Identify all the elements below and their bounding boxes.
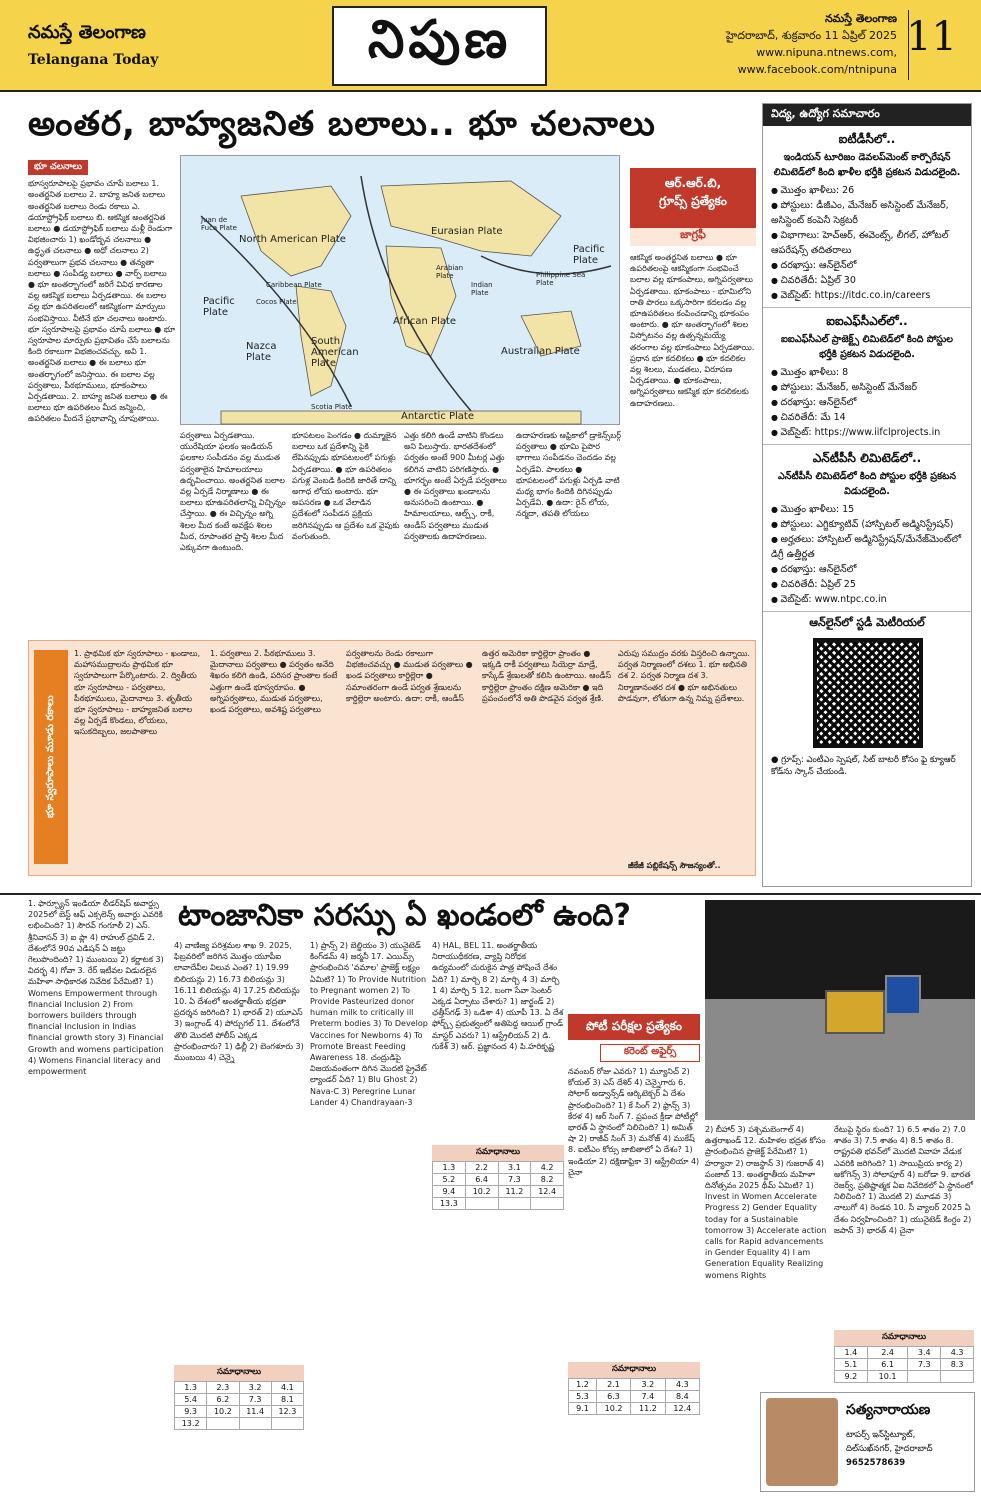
question-column-7: రేటుపై స్థిరం కుంది? 1) 6.5 శాతం 2) 7.0 శాతం 3) 7.5 శాతం 4) 8.5 శాతం 8. రాష్ట్రపతి భవన్‌లో మొదటి వివాహ వేడుక ఎవరికి జరిగింది? 1) సాయిప్రియ కార్య 2) అకోగెన్స్ 3) సోలాపూర్ 4) బరోడా 9. భారత రెజర్వ్, ప్రతిష్టాత్మక ఏఐ నివేదికలో ఏ స్థానంలో నిలిచింది? 1) మొదటి 2) మూడవ 3) నాలుగో 4) రెండవ 10. సీ వ్యాలర్ 2025 ఏ దేశం నిర్వహించింది? 1) యునైటెడ్ కింగ్డం 2) జపాన్ 3) భారత్ 4) చైనా [834,1125,973,1235]
solar-panel-icon [885,975,921,1015]
main-headline: అంతర, బాహ్యజనిత బలాలు.. భూ చలనాలు [28,104,656,144]
author-phone: 9652578639 [846,1458,906,1468]
nipuna-logo: నిపుణ [332,6,547,86]
label-philippine-sea-plate: Philippine Sea Plate [536,271,586,287]
answers-table-c [568,1362,700,1415]
answer-cell: 13.2 [175,1418,207,1430]
answers-grid [432,1161,564,1210]
left-column-text: భూస్వరూపాలపై ప్రభావం చూపే బలాలు 1. అంతర్జనిత బలాలు 2. బాహ్య జనిత బలాలు అంతర్జనిత బలాలు రెండు రకాలు ఎ. డయాస్ట్రోఫిక్ బలాలు బి. ఆకస్మిక అంతర్జనిత బలాలు ● డయాస్ట్రోఫిక్ బలాలు మళ్లీ రెండుగా విభజించారు 1) ఖండోద్భవ చలనాలు ● ఉద్ధృత చలనాలు ● అధో చలనాలు 2) పర్వతాలుగా ప్రభవ చలనాలు ● తన్యతా బలాలు ● సంపీడ్య బలాలు ● వార్ప్ బలాలు ● భూ అంతర్భాగంలో జరిగే వివిధ కారణాల వల్ల ఆకస్మిక బలాలు ఏర్పడతాయి. ఈ బలాల వల్ల భూ ఉపరితలంలో ఆకస్మికంగా మార్పులు సంభవిస్తాయి. వీటినే భూ చలనాలు అంటారు. భూ స్వరూపాలపై ప్రభావం చూపే బలాలు ● భూ స్వరూపాల మార్పుకు ప్రభావితం చేసే బలాలను కింది రకాలుగా విభజించవచ్చు. అవి 1. అంతర్జనిత బలాలు ● ఈ బలాలు భూ అంతర్భాగంలో జనిస్తాయి. ఈ బలాల వల్ల పర్వతాలు, పీఠభూములు, భూకంపాలు ఏర్పడతాయి. 2. బాహ్య జనిత బలాలు ● ఈ బలాలు భూ ఉపరితలం మీద జన్మించి, ఉపరితలం మీదనే ప్రభావాన్ని చూపుతాయి. [28,179,176,424]
qr-note: ● గ్రూప్స్: ఎంటీఎం స్పెషల్, సిట్ బాటరీ కోసం ఫై క్యూఆర్ కోడ్‌ను స్కాన్ చేయండి. [771,755,956,777]
answer-cell: 12.4 [531,1186,564,1198]
answer-cell: 10.1 [867,1371,908,1383]
question-column-5: నవంబర్ రోజు ఎవరు? 1) మ్యూనిచ్ 2) కోయల్ 3) ఎస్ దేశిర్ 4) చెన్నైగారు 6. సోలార్ అడ్వాన్స్‌డ్ ఆర్కిటెక్చర్ ఏ దేశం ప్రారంభించింది? 1) కే సింగ్ 2) ఫ్రాన్స్ 3) కేరళ 4) ఆర్ సింగ్ 7. ప్రపంచ క్రీడా పోటీల్లో భారత్ ఏ స్థానంలో నిలిచింది? 1) అమిత్ షా 2) రాజీవ్ సింగ్ 3) మనోజ్ 4) ముకేష్ 8. ఐటీఎం కోర్సు జాబితాలో ఏ దేశం? 1) ఇండియా 2) దక్షిణాఫ్రికా 3) ఆస్ట్రేలియా 4) చైనా [568,1067,700,1177]
label-australian-plate: Australian Plate [501,346,580,357]
label-antarctic-plate: Antarctic Plate [401,411,475,422]
tectonic-plates-map [180,155,620,425]
job-item: ● దరఖాస్తు: ఆన్‌లైన్‌లో [771,562,963,577]
question-column-1: 1. ఫార్చ్యూన్ ఇండియా లీడర్‌షిప్ అవార్డ్సు 2025లో బెస్ట్ ఆఫ్ ఎక్సలెన్స్ అవార్డు ఎవరికి లభించింది? 1) సౌరవ్ గంగూలీ 2) ఎస్. శ్రీనివాసన్ 3) ఐ ప్లా 4) రాహుల్ ద్రవిడ్ 2. దేశంలోనే 90వ ఎడిషన్ ఏ జట్టు గెలుపొందింది? 1) ముంబయి 2) కర్ణాటక 3) విదర్భ 4) గోవా 3. రేర్ ఇటీవల విడుదలైన మహిళా సాధికారత నివేదిక పేరేమిటి? 1) Womens Empowerment through financial Inclusion 2) From borrowers builders through financial Inclusion in Indias financial growth story 3) Financial Growth and womens participation 4) Womens Financial literacy and empowerment [28,899,164,1077]
answer-cell: 9.3 [175,1406,207,1418]
answer-cell [239,1418,271,1430]
label-eurasian-plate: Eurasian Plate [431,226,503,237]
answer-cell: 7.3 [239,1394,271,1406]
box-column-3: పర్వతాలను రెండు రకాలుగా విభజించవచ్చు ● ముడుత పర్వతాలు ● ఖండ పర్వతాలు కార్డిల్లెరా ● సమాంతరంగా ఉండే పర్వత శ్రేణులను కార్డిల్లెరా అంటారు. ఉదా: రాకీ, ఆండీస్ [346,649,473,703]
answers-row [175,1418,304,1430]
answer-cell: 1.2 [569,1379,597,1391]
answer-cell: 7.3 [908,1359,941,1371]
answer-cell: 2.2 [465,1162,498,1174]
answer-cell: 8.4 [665,1391,699,1403]
answer-cell: 8.3 [941,1359,974,1371]
label-juan-de-fuca-plate: Juan de Fuca Plate [201,216,237,232]
answer-cell [531,1198,564,1210]
label-nazca-plate: Nazca Plate [246,341,277,363]
job-item: ● మొత్తం ఖాళీలు: 26 [771,183,963,198]
jobs-sidebar [762,103,972,887]
job-item: ● పోస్టులు: మేనేజర్, అసిస్టెంట్ మేనేజర్ [771,380,963,395]
answers-table-d [834,1330,974,1383]
job-title-ntpc: ఎన్‌టీపీసీ లిమిటెడ్‌లో.. [812,451,922,465]
lander-icon [825,990,885,1034]
mid-column-1: పర్వతాలు ఏర్పడతాయి. యురేషియా ఫలకం ఇండియన్ ఫలకాల సంపీడనం వల్ల ముడుత పర్వతాలైన హిమాలయాలు ఉద్భవించాయి. అంతర్జనిత బలాల వల్ల ఏర్పడే నిర్మాణాలు ● ఈ బలాలు భూఉపరితలాన్ని విచ్ఛిన్నం చేస్తాయి. ● ఈ విచ్ఛిన్నం అగ్ని శిలల మీద కంటే అవక్షేప శిలల మీద, రూపాంతర ప్రాప్తి శిలల మీద ఎక్కువగా ఉంటుంది. [180,431,286,553]
answer-cell [465,1198,498,1210]
answer-cell: 6.4 [465,1174,498,1186]
answer-cell: 13.3 [433,1198,466,1210]
answer-cell: 6.1 [867,1359,908,1371]
question-column-2: 4) వాణిజ్య పరిశ్రమల శాఖ 9. 2025, ఫిబ్రవరిలో జరిగిన మొత్తం యూపీఐ లావాదేవీల విలువ ఎంత? 1) 19.99 బిలియన్లు 2) 16.73 బిలియన్లు 3) 16.11 బిలియన్లు 4) 17.25 బిలియన్లు 10. ఏ దేశంలో అంతర్జాతీయ భద్రతా ప్రదర్శన జరిగింది? 1) భారత్ 2) యూఎస్ 3) ఇంగ్లాండ్ 4) పోర్చుగల్ 11. దేశంలోనే తొలి మొదటి పోలీస్ ఎక్కడ ప్రారంభించారు? 1) ఢిల్లీ 2) బెంగళూరు 3) ముంబయి 4) చెన్నై [174,941,304,1063]
landforms-vertical-label: భూ స్వరూపాలు మూడు రకాలు [34,650,68,864]
job-item: ● విభాగాలు: హెచ్‌ఆర్, ఈవెంట్స్, లీగల్, హోటల్ ఆపరేషన్స్ తదితరాలు [771,228,963,258]
job-item: ● చివరితేదీ: మే 14 [771,410,963,425]
answer-cell: 11.2 [631,1403,665,1415]
author-location: దిల్‌సుఖ్‌నగర్, హైదరాబాద్ [846,1444,933,1454]
label-south-american-plate: South American Plate [311,336,359,369]
rrb-groups-tag [630,168,756,230]
rrb-line-2: గ్రూప్స్ ప్రత్యేకం [659,194,727,208]
answer-cell: 2.4 [867,1347,908,1359]
author-institute: టాపర్స్ ఇన్‌స్టిట్యూట్, [846,1430,916,1440]
right-brand: నమస్తే తెలంగాణ [824,12,897,25]
answer-cell: 6.2 [207,1394,239,1406]
job-section-itdc [763,126,971,308]
box-column-1: 1. ప్రాథమిక భూ స్వరూపాలు - ఖండాలు, మహాసముద్రాలను ప్రాథమిక భూ స్వరూపాలుగా పేర్కొంటారు. 2. ద్వితీయ భూ స్వరూపాలు - పర్వతాలు, పీఠభూములు, మైదానాలు 3. తృతీయ భూ స్వరూపాలు - బాహ్యజనిత బలాల వల్ల ఏర్పడే కొండలు, లోయలు, ఇసుకదిబ్బలు, జలపాతాలు [74,649,201,737]
question-column-3: 1) ప్రాన్స్ 2) బెల్జియం 3) యునైటెడ్ కింగ్‌డమ్ 4) జర్మనీ 17. ఎయిమ్స్ ప్రారంభించిన 'వమాల' ప్రాజెక్ట్ లక్ష్యం ఏమిటి? 1) To Provide Nutrition to Pregnant women 2) To Provide Pasteurized donor human milk to critically ill Preterm bodies 3) To Develop Vaccines for Newborns 4) To Promote Breast Feeding Awareness 18. చంద్రుడిపై విజయవంతంగా దిగిన మొదటి ప్రైవేట్ ల్యాండర్ ఏది? 1) Blu Ghost 2) Nava-C 3) Peregrine Lunar Lander 4) Chandrayaan-3 [310,941,428,1107]
answer-cell: 4.2 [531,1162,564,1174]
answer-cell: 3.2 [239,1382,271,1394]
web-link-1[interactable]: www.nipuna.ntnews.com, [756,46,897,59]
answers-table-b [432,1145,564,1210]
answer-cell: 12.4 [665,1403,699,1415]
answer-cell: 2.3 [207,1382,239,1394]
answer-cell: 4.1 [271,1382,303,1394]
answers-row [569,1403,700,1415]
answer-cell: 1.3 [175,1382,207,1394]
answers-row [835,1359,974,1371]
author-avatar [766,1398,838,1486]
answer-cell: 3.2 [631,1379,665,1391]
mid-column-3: ఎత్తు కలిగి ఉండే వాటిని కొండలు అని పిలుస్తారు. భారతదేశంలో పర్వతం అంటే 900 మీటర్ల ఎత్తు కలిగిన వాటిని పరిగణిస్తారు. ● భూగర్భం అంటే ఏర్పడే పర్వతాలు ● ఈ పర్వతాలు ఖండాలను అనుసరించి ఉంటాయి. ● హిమాలయాలు, ఆల్ప్స్, రాకీ, ఆండీస్ పర్వతాలు ముడుత పర్వతాలకు ఉదాహరణలు. [404,431,507,541]
job-item: ● చివరితేదీ: ఏప్రిల్ 25 [771,577,963,592]
job-item: ● పోస్టులు: డీజీఎం, మేనేజర్ అసిస్టెంట్ మేనేజర్, అసిస్టెంట్ కంపెనీ సెక్రటరీ [771,198,963,228]
right-geo-column: ఆకస్మిక అంతర్జనిత బలాలు ● భూ ఉపరితలంపై ఆకస్మికంగా సంభవించే బలాల వల్ల భూకంపాలు, అగ్నిపర్వతాలు ఏర్పడతాయి. భూకంపాలు - భూమిలోని రాతి పొరలు ఒక్కసారిగా కదలడం వల్ల భూఉపరితలం కంపించడాన్ని భూకంపం అంటారు. ● భూ అంతర్భాగంలో శిలల విస్ఫోటనం వల్ల ఉత్పన్నమయ్యే తరంగాల వల్ల భూకంపాలు ఏర్పడతాయి. ప్రధాన భూ కదలికలు ● భూ కదలికల వల్ల శిలలు, ముడతలు, విరూపణ ఏర్పడతాయి. ● భూకంపాలు, అగ్నిపర్వతాలు ఆకస్మిక భూ కదలికలకు ఉదాహరణలు. [630,253,755,408]
answer-cell: 10.2 [596,1403,630,1415]
answers-grid [834,1346,974,1383]
answers-title: సమాధానాలు [834,1330,974,1346]
label-cocos-plate: Cocos Plate [256,298,297,306]
current-affairs-tag: కరెంట్ అఫైర్స్ [600,1044,700,1062]
section-tag-bhu-chalanalu: భూ చలనాలు [28,160,88,175]
job-item: ● అర్హతలు: హాస్పిటల్ అడ్మినిస్ట్రేషన్/మేనేజ్‌మెంట్‌లో డిగ్రీ ఉత్తీర్ణత [771,532,963,562]
second-headline: టాంజానికా సరస్సు ఏ ఖండంలో ఉంది? [178,898,631,933]
map-land-svg [181,156,621,426]
answers-row [835,1371,974,1383]
answer-cell: 4.3 [665,1379,699,1391]
label-north-american-plate: North American Plate [239,234,346,245]
label-indian-plate: Indian Plate [471,281,493,297]
label-pacific-plate-west: Pacific Plate [573,244,605,266]
job-item: ● దరఖాస్తు: ఆన్‌లైన్‌లో [771,258,963,273]
answers-table-a [174,1365,304,1430]
answer-cell [207,1418,239,1430]
answer-cell [908,1371,941,1383]
left-column [28,160,176,630]
geography-tag: జాగ్రఫీ [630,228,756,246]
job-title-itdc: ఐటీడీసీలో.. [838,132,896,146]
answer-cell [941,1371,974,1383]
answers-row [175,1382,304,1394]
answer-cell: 3.4 [908,1347,941,1359]
job-lead-ntpc: ఎన్‌టీపీసీ లిమిటెడ్‌లో కింది పోస్టుల భర్తీకి ప్రకటన విడుదలైంది. [777,471,957,497]
answers-title: సమాధానాలు [432,1145,564,1161]
answer-cell: 2.1 [596,1379,630,1391]
job-website-link[interactable]: ● వెబ్‌సైట్: https://itdc.co.in/careers [771,288,963,303]
job-lead-iifcl: ఐఐఎఫ్‌సీఎల్ ప్రాజెక్ట్స్ లిమిటెడ్‌లో కింది పోస్టుల భర్తీకి ప్రకటన విడుదలైంది. [781,334,953,360]
job-lead-itdc: ఇండియన్ టూరిజం డెవలప్‌మెంట్ కార్పొరేషన్ లిమిటెడ్‌లో కింది ఖాళీల భర్తీకి ప్రకటన విడుదలైంది. [773,152,961,178]
box-column-2: 1. పర్వతాలు 2. పీఠభూములు 3. మైదానాలు పర్వతాలు ● పర్వతం అనేది శిఖరం కలిగి ఉండి, పరిసర ప్రాంతాల కంటే ఎత్తుగా ఉండే భూస్వరూపం. ● అగ్నిపర్వతాలు, ముడుత పర్వతాలు, ఖండ పర్వతాలు, అవశిష్ట పర్వతాలు [210,649,338,715]
answer-cell: 9.1 [569,1403,597,1415]
answer-cell: 4.3 [941,1347,974,1359]
brand-telangana-today: Telangana Today [28,52,159,68]
label-scotia-plate: Scotia Plate [311,403,353,411]
qr-code-icon[interactable] [813,638,923,748]
mid-column-2: భూపటలం పెంగడం ● దుమ్మాజైన బలాలు ఒక ప్రదేశాన్ని పైకి లేపినప్పుడు భూపటలంలో పగుళ్లు ఏర్పడతాయి. ● భూ ఉపరితలం పగుళ్ల వెంబడి కిందికి జారితే దాన్ని అగాధ లోయ అంటారు. భూ అపసరణ ● ఒక వేలాడిన ప్రదేశంలో సంపీడన ప్రక్రియ జరిగినప్పుడు ఆ ప్రదేశం ఒక వైపుకు వంగుతుంది. [292,431,400,541]
answers-row [433,1198,564,1210]
online-study-title: ఆన్‌లైన్‌లో స్టడీ మెటీరియల్ [809,616,925,629]
answer-cell: 3.1 [498,1162,531,1174]
answer-cell: 11.4 [239,1406,271,1418]
answer-cell: 11.2 [498,1186,531,1198]
credit-note: జీకేజీ పబ్లికేషన్స్ సౌజన్యంతో.. [628,861,721,870]
answer-cell: 5.1 [835,1359,868,1371]
answer-cell: 9.4 [433,1186,466,1198]
job-website-link[interactable]: ● వెబ్‌సైట్: www.ntpc.co.in [771,592,963,607]
job-title-iifcl: ఐఐఎఫ్‌సీఎల్‌లో.. [826,314,908,328]
question-column-6: 2) బీహార్ 3) పశ్చిమబెంగాల్ 4) ఉత్తరాఖండ్ 12. మహిళల భద్రత కోసం ప్రారంభించిన ప్రాజెక్ట్ పేరేమిటి? 1) హర్యానా 2) రాజస్థాన్ 3) గుజరాత్ 4) పంజాబ్ 13. అంతర్జాతీయ మహిళా దినోత్సవం 2025 థీమ్ ఏమిటి? 1) Invest in Women Accelerate Progress 2) Gender Equality today for a Sustainable tomorrow 3) Accelerate action calls for Rapid advancements in Gender Equality 4) I am Generation Equality Realizing womens Rights [705,1125,827,1280]
web-link-2[interactable]: www.facebook.com/ntnipuna [737,63,897,76]
jobs-title: విద్య, ఉద్యోగ సమాచారం [763,104,971,126]
answer-cell: 8.1 [271,1394,303,1406]
job-item: ● మొత్తం ఖాళీలు: 8 [771,365,963,380]
label-arabian-plate: Arabian Plate [436,264,464,280]
answer-cell: 5.4 [175,1394,207,1406]
answers-row [835,1347,974,1359]
job-item: ● పోస్టులు: ఎగ్జిక్యూటివ్ (హాస్పిటల్ అడ్మినిస్ట్రేషన్) [771,517,963,532]
answer-cell: 7.4 [631,1391,665,1403]
answer-cell: 1.4 [835,1347,868,1359]
answers-row [175,1394,304,1406]
answers-grid [174,1381,304,1430]
job-website-link[interactable]: ● వెబ్‌సైట్: https://www.iifclprojects.in [771,425,963,440]
label-african-plate: African Plate [393,316,457,327]
job-section-iifcl [763,308,971,445]
answer-cell: 9.2 [835,1371,868,1383]
answer-cell: 7.3 [498,1174,531,1186]
author-name: సత్యనారాయణ [846,1402,931,1418]
answer-cell [271,1418,303,1430]
answer-cell: 8.2 [531,1174,564,1186]
masthead-info [726,10,897,78]
answer-cell: 1.3 [433,1162,466,1174]
page-number: 11 [906,14,957,60]
answers-row [569,1379,700,1391]
job-item: ● మొత్తం ఖాళీలు: 15 [771,502,963,517]
answers-row [175,1406,304,1418]
answer-cell: 5.2 [433,1174,466,1186]
brand-namasthe-telangana: నమస్తే తెలంగాణ [28,22,146,43]
answers-row [433,1162,564,1174]
qr-wrap [763,636,971,752]
masthead [0,0,981,92]
answer-cell: 6.3 [596,1391,630,1403]
answer-cell: 10.2 [465,1186,498,1198]
rrb-line-1: ఆర్.ఆర్.బి, [664,176,722,190]
answers-row [569,1391,700,1403]
competitive-exams-tag: పోటీ పరీక్షల ప్రత్యేకం [568,1014,700,1040]
answers-title: సమాధానాలు [568,1362,700,1378]
question-column-4: 4) HAL, BEL 11. అంతర్జాతీయ నిరాయుధీకరణ, వ్యాప్తి నిరోధక ఉద్యమంలో చురుకైన పాత్ర పోషించే దేశం ఏది? 1) మార్చి 8 2) మార్చి 4 3) మార్చి 1 4) మార్చి 5 12. బంగా సేవా సెంటర్ ఎక్కడ ఏర్పాటు చేశారు? 1) జార్ఖండ్ 2) ఛత్తీస్‌గఢ్ 3) ఒడిశా 4) యూపీ 13. ఏ దేశ ఫోర్బ్స్ ప్రభుత్వంలో అతిపెద్ద ఆయిల్ గ్రాండ్ మాస్టర్ ఎవరు? 1) ఆస్ట్రేలియన్ 2) డి. గుకేశ్ 3) ఆర్. ప్రజ్ఞానంద 4) పి.హరికృష్ణ [432,941,564,1051]
label-pacific-plate-east: Pacific Plate [203,296,235,318]
answers-row [433,1186,564,1198]
answer-cell: 12.3 [271,1406,303,1418]
job-item: ● చివరితేదీ: ఏప్రిల్ 30 [771,273,963,288]
dateline: హైదరాబాద్, శుక్రవారం 11 ఏప్రిల్ 2025 [725,29,897,42]
mid-column-4: ఉదాహరణకు ఆఫ్రికాలో డ్రాకెన్స్‌బర్గ్ పర్వతాలు ● భూమి పైపొర భాగాలు సంపీడనం చెందడం వల్ల ఏర్పడేవి. పాలకలు ● భూపటలంలో పగుళ్లు ఏర్పడి వాటి మధ్య భాగం కిందికి దిగినప్పుడు ఏర్పడేవి. ● ఉదా: రైన్ లోయ, నర్మదా, తపతి లోయలు [516,431,621,519]
section-divider [0,893,981,895]
answers-grid [568,1378,700,1415]
author-details [846,1428,933,1470]
answer-cell: 5.3 [569,1391,597,1403]
box-column-4: ఉత్తర అమెరికా కార్డిల్లెరా ప్రాంతం ● ఇక్కడి రాకీ పర్వతాలు సియెర్రా మాడ్రే, కాస్కేడ్ శ్రేణులతో కలిసి ఉంటాయి. ఆండీస్ కార్డిల్లెరా ప్రాంతం దక్షిణ అమెరికా ● ఇది ప్రపంచంలోనే అతి పొడవైన పర్వత శ్రేణి. [482,649,612,703]
job-item: ● దరఖాస్తు: ఆన్‌లైన్‌లో [771,395,963,410]
answers-row [433,1174,564,1186]
box-column-5: ఎరుపు సముద్రం వరకు విస్తరించి ఉన్నాయి. పర్వత నిర్మాణంలో దశలు 1. భూ అభినతి దశ 2. పర్వత నిర్మాణ దశ 3. నిర్మాణానంతర దశ ● భూ అభినతులు పొడవుగా, లోతుగా ఉన్న నిమ్న ప్రదేశాలు. [618,649,750,703]
answer-cell: 10.2 [207,1406,239,1418]
answer-cell [498,1198,531,1210]
label-caribbean-plate: Caribbean Plate [266,281,322,289]
answers-title: సమాధానాలు [174,1365,304,1381]
job-section-ntpc [763,445,971,612]
